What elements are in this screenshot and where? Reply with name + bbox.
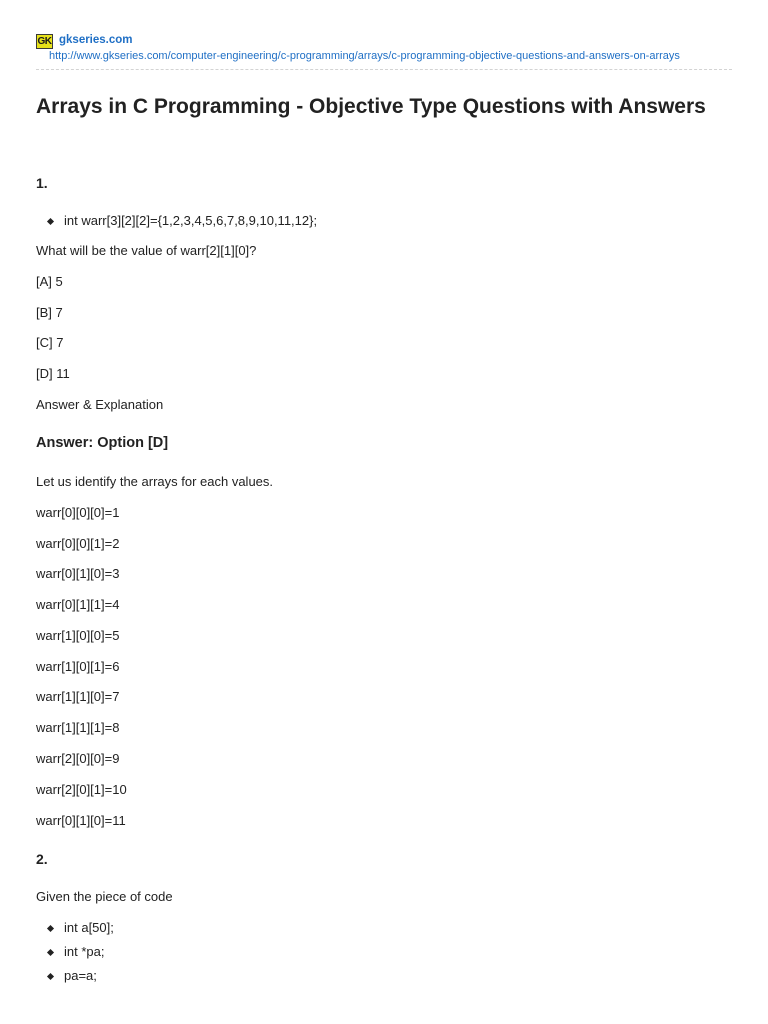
question-1-prompt: What will be the value of warr[2][1][0]? (36, 243, 257, 258)
gk-logo-icon: GK (37, 36, 52, 47)
question-2-code-line: int *pa; (64, 944, 105, 959)
bullet-icon (47, 973, 54, 980)
explanation-line: warr[0][0][1]=2 (36, 536, 120, 551)
site-name-link[interactable]: gkseries.com (59, 34, 133, 46)
explanation-line: warr[0][0][0]=1 (36, 505, 120, 520)
explanation-line: warr[2][0][1]=10 (36, 782, 127, 797)
question-1-option-b: [B] 7 (36, 305, 63, 320)
explanation-line: warr[0][1][0]=3 (36, 566, 120, 581)
source-url-link[interactable]: http://www.gkseries.com/computer-engineering/c-programming/arrays/c-programming-objective-questions-and-answers-on-arrays (49, 50, 680, 62)
header-divider (36, 69, 732, 70)
explanation-line: warr[0][1][1]=4 (36, 597, 120, 612)
explanation-intro: Let us identify the arrays for each values. (36, 474, 274, 489)
answer-explanation-toggle[interactable]: Answer & Explanation (36, 397, 164, 412)
explanation-line: warr[2][0][0]=9 (36, 751, 120, 766)
question-1-option-a: [A] 5 (36, 274, 63, 289)
explanation-line: warr[1][1][1]=8 (36, 720, 120, 735)
answer-heading: Answer: Option [D] (36, 435, 169, 451)
explanation-line: warr[1][1][0]=7 (36, 689, 120, 704)
question-1-option-c: [C] 7 (36, 335, 64, 350)
bullet-icon (47, 925, 54, 932)
question-2-code-line: int a[50]; (64, 920, 114, 935)
explanation-line: warr[1][0][0]=5 (36, 628, 120, 643)
bullet-icon (47, 949, 54, 956)
question-2-code-line: pa=a; (64, 968, 97, 983)
question-1-number: 1. (36, 175, 48, 191)
question-2-intro: Given the piece of code (36, 889, 173, 904)
question-2-number: 2. (36, 851, 48, 867)
bullet-icon (47, 218, 54, 225)
question-1-option-d: [D] 11 (36, 366, 70, 381)
explanation-line: warr[1][0][1]=6 (36, 659, 120, 674)
page-title: Arrays in C Programming - Objective Type Questions with Answers (36, 95, 706, 118)
question-1-code: int warr[3][2][2]={1,2,3,4,5,6,7,8,9,10,11,12}; (64, 213, 318, 228)
explanation-line: warr[0][1][0]=11 (36, 813, 126, 828)
